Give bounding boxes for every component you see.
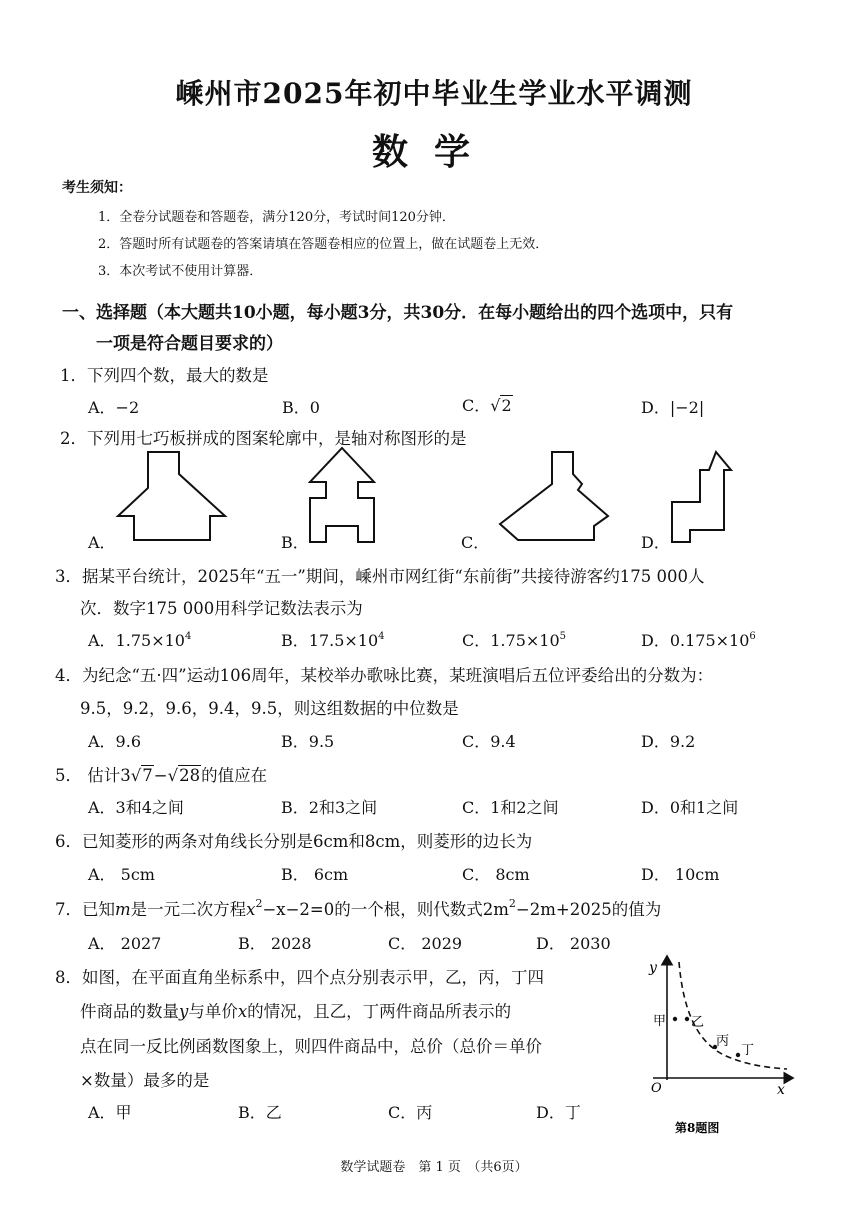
figure-a-house: [118, 452, 225, 540]
q7-pre: 7．已知: [55, 900, 115, 919]
q3-option-a-label: A．: [88, 631, 116, 650]
label-jia: 甲: [653, 1014, 667, 1029]
q3-option-b: [281, 628, 385, 651]
q7-mid2: 的一个根，则代数式: [334, 900, 483, 919]
q2-figures: [0, 440, 868, 552]
q7-expr-a: 2m: [482, 900, 509, 919]
q1-stem: 1．下列四个数，最大的数是: [60, 366, 269, 385]
q3-option-d: [641, 628, 756, 651]
sqrt-sign: √: [490, 396, 501, 415]
q8-option-a: A．甲: [88, 1103, 132, 1122]
section-heading-line2: 一项是符合题目要求的）: [96, 334, 283, 354]
label-bing: 丙: [716, 1034, 730, 1049]
q6-stem: 6．已知菱形的两条对角线长分别是6cm和8cm，则菱形的边长为: [55, 832, 533, 851]
q5-radicand-1: 7: [142, 766, 153, 785]
abs-bar-left: |: [669, 398, 676, 417]
q3-option-d-exp: 6: [749, 631, 756, 642]
q7-post: 的值为: [611, 900, 662, 919]
q5-coef: 3: [120, 766, 131, 785]
notice-item-3: 3．本次考试不使用计算器．: [98, 264, 263, 279]
q7-option-a: A． 2027: [88, 934, 162, 953]
point-yi: [685, 1017, 689, 1021]
q7-option-d: D． 2030: [536, 934, 611, 953]
abs-bar-right: |: [698, 398, 705, 417]
q2-option-b: B．: [281, 533, 309, 552]
q5-radicand-2: 28: [179, 766, 201, 785]
q3-option-d-base: 0.175×10: [669, 631, 750, 650]
label-ding: 丁: [741, 1043, 755, 1058]
figure-b-arrow: [310, 448, 374, 542]
q4-option-d: D．9.2: [641, 732, 696, 751]
q6-option-d: D． 10cm: [641, 865, 720, 884]
q3-option-b-base: 17.5×10: [308, 631, 379, 650]
figure-8-graph: [635, 950, 805, 1140]
subject-title: 数学: [371, 131, 496, 173]
q2-stem: 2．下列用七巧板拼成的图案轮廓中，是轴对称图形的是: [60, 429, 467, 448]
q6-option-b: B． 6cm: [281, 865, 349, 884]
point-ding: [736, 1053, 740, 1057]
q5-stem: [55, 762, 267, 786]
label-yi: 乙: [691, 1015, 705, 1030]
q5-post: 的值应在: [201, 766, 268, 785]
q8-line2-c: 的情况，且乙，丁两件商品所表示的: [247, 1002, 512, 1021]
q1-option-b: B．0: [282, 398, 320, 417]
q3-option-b-label: B．: [281, 631, 309, 650]
q3-option-a: [88, 628, 191, 651]
q7-expr-b: −2m+2025: [515, 900, 612, 919]
q3-option-d-label: D．: [641, 631, 670, 650]
q3-option-a-base: 1.75×10: [115, 631, 185, 650]
q5-minus: −: [153, 766, 168, 785]
q7-stem: [55, 896, 661, 920]
q2-option-c: C．: [461, 533, 490, 552]
q6-option-a: A． 5cm: [88, 865, 155, 884]
q1-option-c-radicand: 2: [501, 396, 512, 415]
q8-line2-b: 与单价: [188, 1002, 238, 1021]
q2-option-a: A．: [88, 533, 116, 552]
q8-var-x: x: [237, 1002, 248, 1021]
q8-line4: ×数量）最多的是: [80, 1071, 210, 1090]
q1-option-d-value: −2: [675, 398, 699, 417]
q8-line2: [80, 998, 511, 1022]
q3-option-c-label: C．: [462, 631, 491, 650]
q7-eq-exp: 2: [255, 897, 263, 910]
figure-caption: 第8题图: [675, 1121, 720, 1135]
q7-eq-x: x: [246, 900, 256, 919]
q5-option-a: A．3和4之间: [88, 798, 184, 817]
q8-option-c: C．丙: [388, 1103, 433, 1122]
q7-m: m: [115, 900, 131, 919]
q2-option-d: D．: [641, 533, 670, 552]
q5-option-d: D．0和1之间: [641, 798, 739, 817]
page-footer: 数学试题卷 第 1 页 （共6页）: [340, 1160, 528, 1175]
q1-option-c: [462, 393, 513, 416]
exam-title: 嵊州市2025年初中毕业生学业水平调测: [175, 77, 693, 110]
q8-option-b: B．乙: [238, 1103, 282, 1122]
q4-line1: 4．为纪念“五·四”运动106周年，某校举办歌咏比赛，某班演唱后五位评委给出的分数为：: [55, 666, 714, 685]
q3-option-a-exp: 4: [184, 631, 192, 642]
q1-option-d-label: D．: [641, 398, 670, 417]
notice-item-2: 2．答题时所有试题卷的答案请填在答题卷相应的位置上，做在试题卷上无效．: [98, 237, 549, 252]
q3-option-c: [462, 628, 566, 651]
q3-line2: 次．数字175 000用科学记数法表示为: [80, 599, 363, 618]
q4-option-b: B．9.5: [281, 732, 335, 751]
q3-line1: 3．据某平台统计，2025年“五一”期间，嵊州市网红街“东前街”共接待游客约175 000人: [55, 567, 705, 586]
q1-option-c-label: C．: [462, 396, 491, 415]
figure-c-house: [500, 452, 608, 540]
q8-option-d: D．丁: [536, 1103, 581, 1122]
q6-option-c: C． 8cm: [462, 865, 530, 884]
q7-mid: 是一元二次方程: [130, 900, 247, 919]
q4-line2: 9.5，9.2，9.6，9.4，9.5，则这组数据的中位数是: [80, 699, 459, 718]
axis-label-y: y: [649, 960, 657, 976]
section-heading-line1: 一、选择题（本大题共10小题，每小题3分，共30分．在每小题给出的四个选项中，只有: [62, 303, 734, 323]
q8-var-y: y: [179, 1002, 189, 1021]
sqrt-sign: √: [130, 766, 142, 785]
q8-line2-a: 件商品的数量: [80, 1002, 179, 1021]
q5-pre: 5． 估计: [55, 766, 121, 785]
q4-option-a: A．9.6: [88, 732, 142, 751]
q1-option-d: [641, 395, 704, 418]
q7-expr-exp: 2: [508, 897, 516, 910]
axis-label-x: x: [777, 1082, 785, 1098]
q8-line1: 8．如图，在平面直角坐标系中，四个点分别表示甲，乙，丙，丁四: [55, 968, 544, 987]
q3-option-c-exp: 5: [559, 631, 567, 642]
point-jia: [673, 1017, 677, 1021]
origin-label: O: [651, 1081, 662, 1096]
q5-option-b: B．2和3之间: [281, 798, 378, 817]
figure-d-tower: [672, 452, 731, 542]
notice-item-1: 1．全卷分试题卷和答题卷，满分120分，考试时间120分钟．: [98, 210, 455, 225]
q4-option-c: C．9.4: [462, 732, 516, 751]
q1-option-a: A．−2: [88, 398, 140, 417]
q7-option-b: B． 2028: [238, 934, 312, 953]
q7-eq-rest: −x−2=0: [262, 900, 335, 919]
q3-option-c-base: 1.75×10: [490, 631, 560, 650]
q8-line3: 点在同一反比例函数图象上，则四件商品中，总价（总价＝单价: [80, 1037, 542, 1056]
q5-option-c: C．1和2之间: [462, 798, 559, 817]
q7-option-c: C． 2029: [388, 934, 463, 953]
sqrt-sign: √: [167, 766, 179, 785]
notice-heading: 考生须知：: [62, 180, 132, 196]
q3-option-b-exp: 4: [378, 631, 385, 642]
